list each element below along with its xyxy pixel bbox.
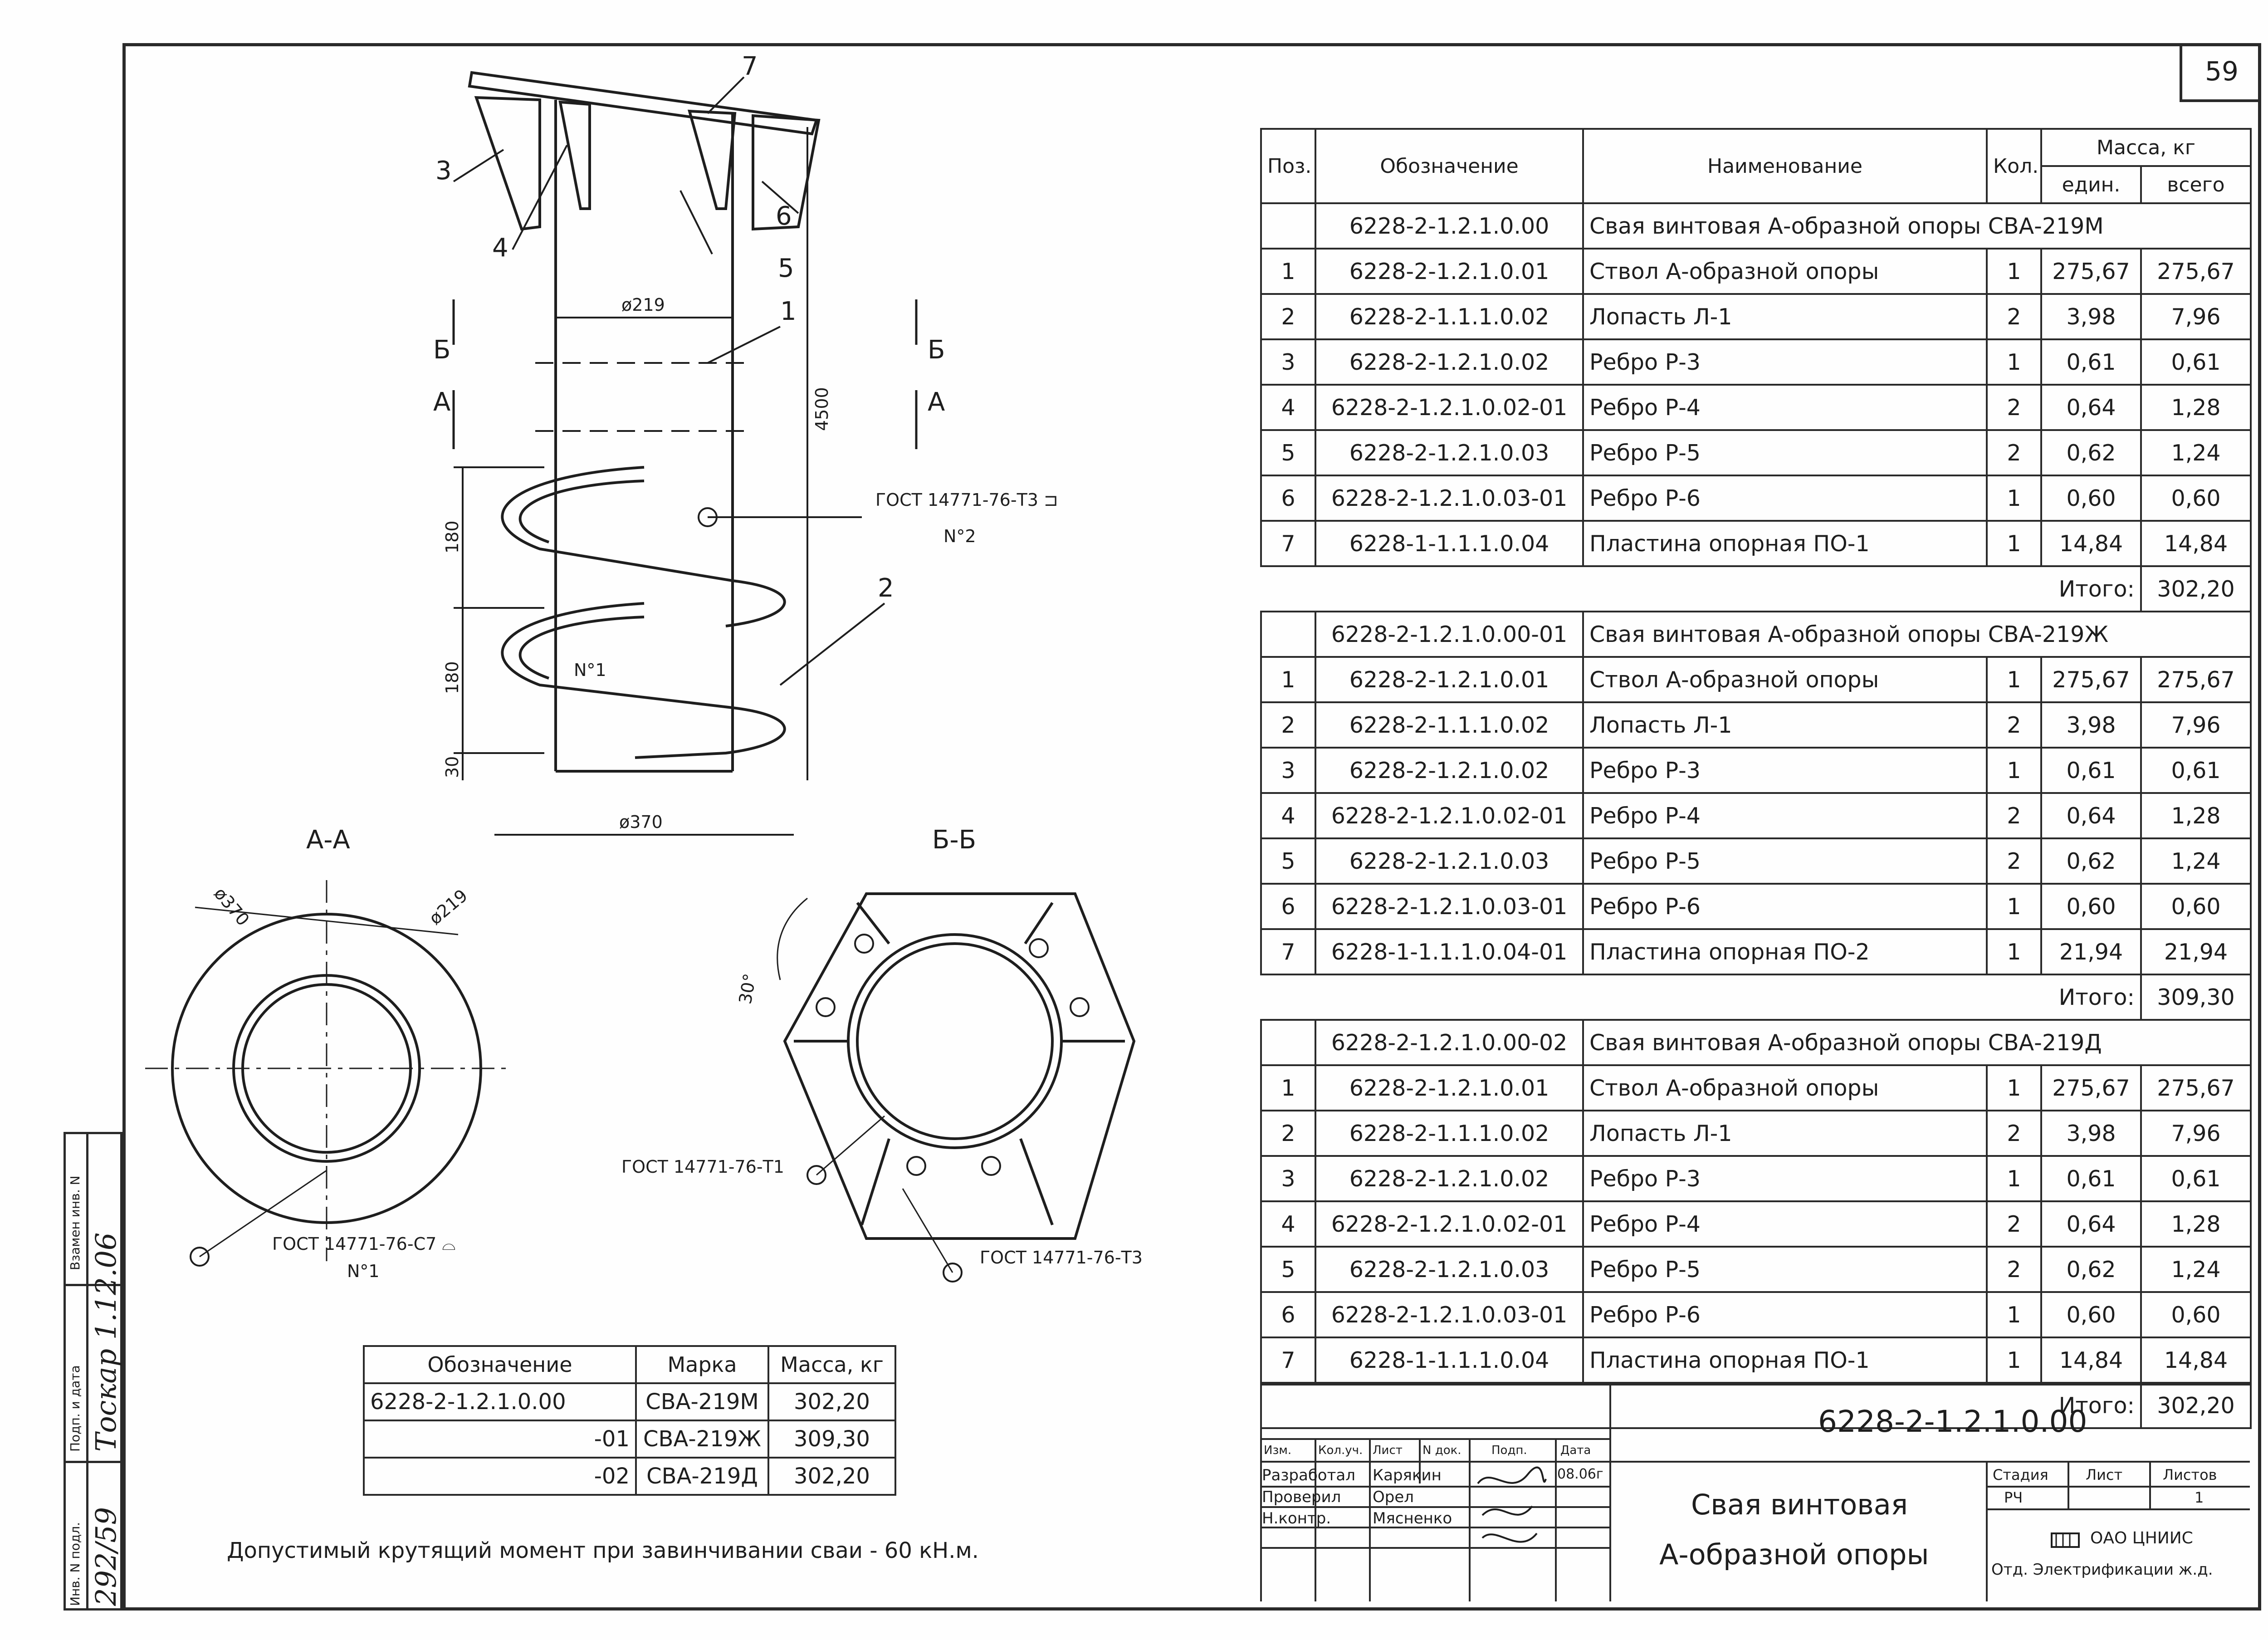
table-row	[1261, 521, 2251, 566]
spec-mass-unit: 0,60	[2041, 884, 2141, 929]
tb-line	[1260, 1384, 2250, 1385]
tb-line	[1986, 1508, 2250, 1510]
table-row	[1261, 838, 2251, 884]
spec-mass-unit: 21,94	[2041, 929, 2141, 974]
section-a-right: А	[928, 387, 945, 417]
table-row	[1261, 748, 2251, 793]
marks-col-mark: Марка	[636, 1346, 768, 1383]
table-row	[1261, 1337, 2251, 1383]
spec-pos: 1	[1261, 249, 1315, 294]
spec-mass-unit: 3,98	[2041, 702, 2141, 748]
gost-c7: ГОСТ 14771-76-С7 ⌓	[272, 1234, 456, 1254]
spec-designation: 6228-1-1.1.1.0.04	[1315, 521, 1583, 566]
table-row	[1261, 339, 2251, 385]
table-row	[1261, 1201, 2251, 1247]
spec-pos: 6	[1261, 475, 1315, 521]
spec-mass-total: 7,96	[2141, 1111, 2251, 1156]
spec-mass-unit: 0,60	[2041, 1292, 2141, 1337]
spec-designation: 6228-2-1.2.1.0.03	[1315, 838, 1583, 884]
callout-3: 3	[435, 156, 452, 186]
spec-designation: 6228-2-1.2.1.0.03	[1315, 1247, 1583, 1292]
spec-total-value: 302,20	[2141, 566, 2251, 612]
spec-name: Ребро Р-3	[1583, 339, 1987, 385]
tb-org-1: ОАО ЦНИИС	[2090, 1529, 2193, 1547]
spec-pos: 7	[1261, 521, 1315, 566]
marks-mark: СВА-219М	[636, 1383, 768, 1420]
spec-group-header	[1261, 612, 2251, 657]
tb-line	[1609, 1384, 1611, 1601]
side-label-signature: Подп. и дата	[68, 1365, 83, 1452]
side-label-inventory: Инв. N подл.	[68, 1522, 83, 1606]
bb-shaft-inner	[857, 944, 1052, 1139]
bb-hex-plate	[785, 894, 1134, 1239]
spec-qty: 2	[1987, 1247, 2041, 1292]
spec-qty: 1	[1987, 884, 2041, 929]
spec-qty: 2	[1987, 1111, 2041, 1156]
spec-pos: 4	[1261, 1201, 1315, 1247]
signature-developer	[1478, 1468, 1546, 1483]
tb-line	[1369, 1438, 1371, 1601]
tb-title-2: А-образной опоры	[1659, 1538, 1929, 1571]
side-label-replaced: Взамен инв. N	[68, 1175, 83, 1270]
bb-hole	[982, 1157, 1000, 1175]
bb-hole	[1070, 998, 1089, 1016]
spec-qty: 1	[1987, 339, 2041, 385]
spec-name: Ребро Р-5	[1583, 430, 1987, 475]
spec-designation: 6228-2-1.2.1.0.02	[1315, 748, 1583, 793]
aa-dia-inner: ø219	[425, 885, 472, 929]
tb-name-checker: Орел	[1373, 1488, 1414, 1506]
spec-qty: 2	[1987, 430, 2041, 475]
spec-mass-unit: 0,62	[2041, 1247, 2141, 1292]
table-row	[364, 1420, 895, 1458]
table-row	[1261, 430, 2251, 475]
table-row	[1261, 1065, 2251, 1111]
view-aa-label: А-А	[306, 825, 350, 855]
spec-pos: 3	[1261, 1156, 1315, 1201]
spec-designation: 6228-2-1.2.1.0.02	[1315, 339, 1583, 385]
spec-mass-unit: 3,98	[2041, 294, 2141, 339]
col-name: Наименование	[1583, 129, 1987, 203]
spec-designation: 6228-2-1.2.1.0.02-01	[1315, 385, 1583, 430]
spec-group-name: Свая винтовая А-образной опоры СВА-219Д	[1583, 1020, 2251, 1065]
bb-rib	[862, 1139, 889, 1225]
spec-designation: 6228-2-1.2.1.0.01	[1315, 657, 1583, 702]
marks-mass: 309,30	[768, 1420, 895, 1458]
spec-name: Лопасть Л-1	[1583, 1111, 1987, 1156]
spec-pos: 5	[1261, 430, 1315, 475]
tb-col-ndok: N док.	[1422, 1444, 1461, 1457]
spec-pos: 2	[1261, 702, 1315, 748]
spec-name: Ствол А-образной опоры	[1583, 1065, 1987, 1111]
spec-pos: 7	[1261, 929, 1315, 974]
callout-7: 7	[742, 52, 758, 81]
tb-col-list: Лист	[1373, 1444, 1403, 1457]
spec-group-designation: 6228-2-1.2.1.0.00-02	[1315, 1020, 1583, 1065]
tb-col-podp: Подп.	[1491, 1444, 1527, 1457]
spec-pos: 1	[1261, 657, 1315, 702]
tb-line	[1986, 1461, 1988, 1601]
bb-hole	[816, 998, 835, 1016]
spec-group-pos	[1261, 1020, 1315, 1065]
dim-pitch-2: 180	[442, 661, 462, 694]
spec-designation: 6228-1-1.1.1.0.04-01	[1315, 929, 1583, 974]
table-row	[1261, 884, 2251, 929]
spec-designation: 6228-2-1.2.1.0.02-01	[1315, 1201, 1583, 1247]
tb-line	[2149, 1461, 2151, 1508]
spec-qty: 1	[1987, 1337, 2041, 1383]
spec-group-header	[1261, 1020, 2251, 1065]
callout-4: 4	[492, 233, 508, 263]
spec-name: Ребро Р-3	[1583, 1156, 1987, 1201]
weld-no1: N°1	[574, 660, 606, 680]
side-inventory-value: 292/59	[89, 1507, 122, 1606]
table-row	[1261, 249, 2251, 294]
spec-mass-unit: 0,60	[2041, 475, 2141, 521]
tb-title-1: Свая винтовая	[1691, 1488, 1908, 1521]
spec-name: Ребро Р-6	[1583, 475, 1987, 521]
spec-mass-total: 1,28	[2141, 793, 2251, 838]
marks-mark: СВА-219Ж	[636, 1420, 768, 1458]
dim-height: 4500	[812, 387, 832, 431]
callout-5: 5	[778, 254, 794, 283]
spec-qty: 1	[1987, 475, 2041, 521]
spec-mass-unit: 275,67	[2041, 657, 2141, 702]
torque-note: Допустимый крутящий момент при завинчивании сваи - 60 кН.м.	[227, 1538, 979, 1563]
spec-mass-total: 14,84	[2141, 521, 2251, 566]
section-a-left: А	[433, 387, 451, 417]
spec-name: Ребро Р-6	[1583, 1292, 1987, 1337]
spec-qty: 1	[1987, 1065, 2041, 1111]
spec-designation: 6228-2-1.2.1.0.02	[1315, 1156, 1583, 1201]
spec-total-value: 302,20	[2141, 1383, 2251, 1428]
spec-total-value: 309,30	[2141, 974, 2251, 1020]
bb-hole	[855, 935, 873, 953]
tb-date-developer: 08.06г	[1557, 1466, 1603, 1482]
table-row	[1261, 385, 2251, 430]
spec-name: Ребро Р-4	[1583, 793, 1987, 838]
tb-sheet-label: Лист	[2086, 1466, 2123, 1483]
tb-line	[1555, 1438, 1557, 1601]
spec-mass-unit: 0,64	[2041, 385, 2141, 430]
spec-pos: 5	[1261, 1247, 1315, 1292]
spec-designation: 6228-2-1.2.1.0.01	[1315, 249, 1583, 294]
spec-group-pos	[1261, 612, 1315, 657]
marks-mark: СВА-219Д	[636, 1458, 768, 1495]
spec-mass-total: 7,96	[2141, 702, 2251, 748]
marks-table	[363, 1345, 896, 1496]
spec-designation: 6228-2-1.1.1.0.02	[1315, 294, 1583, 339]
tb-sheets-label: Листов	[2163, 1466, 2217, 1483]
rib-inner-left	[560, 102, 590, 209]
spec-name: Лопасть Л-1	[1583, 702, 1987, 748]
dim-blade-dia: ø370	[619, 812, 663, 832]
spec-pos: 4	[1261, 385, 1315, 430]
spec-mass-unit: 0,61	[2041, 339, 2141, 385]
leader-1	[708, 327, 780, 363]
tb-line	[1260, 1486, 1609, 1488]
view-bb-label: Б-Б	[932, 825, 977, 855]
spec-mass-unit: 0,61	[2041, 1156, 2141, 1201]
spec-designation: 6228-2-1.2.1.0.03-01	[1315, 884, 1583, 929]
dim-shaft-dia: ø219	[621, 295, 665, 315]
tb-col-izm: Изм.	[1264, 1444, 1292, 1457]
spec-mass-total: 0,61	[2141, 1156, 2251, 1201]
spec-total-row	[1261, 974, 2251, 1020]
marks-designation: -02	[364, 1458, 636, 1495]
side-signature-value: Тоскар 1.12.06	[89, 1232, 122, 1452]
spec-mass-total: 1,28	[2141, 1201, 2251, 1247]
table-row	[364, 1383, 895, 1420]
spec-designation: 6228-2-1.2.1.0.03-01	[1315, 475, 1583, 521]
bb-hole	[1030, 939, 1048, 957]
spec-mass-total: 275,67	[2141, 249, 2251, 294]
spec-mass-unit: 0,64	[2041, 793, 2141, 838]
bb-angle-30: 30°	[735, 972, 760, 1006]
spec-mass-unit: 275,67	[2041, 249, 2141, 294]
spec-mass-total: 275,67	[2141, 657, 2251, 702]
spec-pos: 6	[1261, 1292, 1315, 1337]
bb-angle-arc	[777, 898, 807, 980]
spec-qty: 1	[1987, 657, 2041, 702]
tb-line	[1260, 1461, 2250, 1463]
bb-hole	[907, 1157, 925, 1175]
helix-blade-2	[502, 603, 784, 758]
spec-mass-unit: 0,64	[2041, 1201, 2141, 1247]
table-row	[1261, 657, 2251, 702]
table-row	[1261, 702, 2251, 748]
spec-mass-total: 0,60	[2141, 475, 2251, 521]
org-logo	[2049, 1524, 2086, 1552]
spec-pos: 2	[1261, 294, 1315, 339]
spec-total-label: Итого:	[1261, 974, 2141, 1020]
marks-mass: 302,20	[768, 1383, 895, 1420]
tb-col-data: Дата	[1560, 1444, 1591, 1457]
spec-pos: 3	[1261, 748, 1315, 793]
spec-name: Ребро Р-6	[1583, 884, 1987, 929]
callout-2: 2	[878, 573, 894, 603]
spec-group-name: Свая винтовая А-образной опоры СВА-219Ж	[1583, 612, 2251, 657]
spec-name: Пластина опорная ПО-1	[1583, 521, 1987, 566]
spec-name: Пластина опорная ПО-2	[1583, 929, 1987, 974]
rib-inner-right	[689, 111, 735, 209]
spec-pos: 1	[1261, 1065, 1315, 1111]
spec-total-label: Итого:	[1261, 1383, 2141, 1428]
callout-6: 6	[776, 201, 792, 231]
tb-line	[1986, 1486, 2250, 1488]
table-row	[1261, 294, 2251, 339]
spec-qty: 2	[1987, 838, 2041, 884]
spec-mass-total: 1,24	[2141, 430, 2251, 475]
dim-pitch-1: 180	[442, 520, 462, 553]
tb-org-2: Отд. Электрификации ж.д.	[1991, 1561, 2213, 1579]
spec-qty: 2	[1987, 294, 2041, 339]
leader-2	[780, 603, 885, 685]
spec-group-name: Свая винтовая А-образной опоры СВА-219М	[1583, 203, 2251, 249]
bb-rib	[1025, 903, 1052, 944]
spec-pos: 5	[1261, 838, 1315, 884]
spec-mass-total: 275,67	[2141, 1065, 2251, 1111]
spec-mass-unit: 3,98	[2041, 1111, 2141, 1156]
spec-name: Ребро Р-5	[1583, 1247, 1987, 1292]
tb-code: 6228-2-1.2.1.0.00	[1818, 1404, 2087, 1439]
marks-col-designation: Обозначение	[364, 1346, 636, 1383]
gost-t1: ГОСТ 14771-76-Т1	[621, 1157, 784, 1177]
sheet-number: 59	[2180, 43, 2261, 102]
table-row	[364, 1458, 895, 1495]
spec-group-designation: 6228-2-1.2.1.0.00	[1315, 203, 1583, 249]
tb-role-normcontrol: Н.контр.	[1262, 1509, 1331, 1527]
spec-mass-total: 0,61	[2141, 339, 2251, 385]
spec-designation: 6228-2-1.2.1.0.03-01	[1315, 1292, 1583, 1337]
helix-blade-1-inner	[520, 481, 644, 542]
spec-pos: 4	[1261, 793, 1315, 838]
spec-name: Ствол А-образной опоры	[1583, 657, 1987, 702]
section-b-right: Б	[928, 335, 945, 365]
spec-qty: 1	[1987, 249, 2041, 294]
bb-rib	[857, 903, 889, 944]
leader-3	[454, 150, 503, 181]
tb-sheets-value: 1	[2195, 1489, 2204, 1506]
spec-total-label: Итого:	[1261, 566, 2141, 612]
col-qty: Кол.	[1987, 129, 2041, 203]
marks-mass: 302,20	[768, 1458, 895, 1495]
spec-designation: 6228-2-1.2.1.0.02-01	[1315, 793, 1583, 838]
bb-rib	[1021, 1139, 1052, 1225]
spec-mass-unit: 14,84	[2041, 1337, 2141, 1383]
spec-name: Ребро Р-4	[1583, 385, 1987, 430]
spec-qty: 1	[1987, 929, 2041, 974]
spec-mass-total: 0,60	[2141, 884, 2251, 929]
spec-group-designation: 6228-2-1.2.1.0.00-01	[1315, 612, 1583, 657]
weld-no2: N°2	[943, 526, 976, 546]
tb-line	[1469, 1438, 1471, 1601]
bb-shaft-outer	[848, 935, 1061, 1148]
spec-designation: 6228-2-1.1.1.0.02	[1315, 702, 1583, 748]
table-row	[1261, 929, 2251, 974]
spec-mass-unit: 0,61	[2041, 748, 2141, 793]
spec-name: Ребро Р-5	[1583, 838, 1987, 884]
col-mass-total: всего	[2141, 166, 2251, 203]
table-row	[1261, 1156, 2251, 1201]
spec-mass-total: 0,61	[2141, 748, 2251, 793]
rib-left	[476, 98, 540, 229]
marks-designation: -01	[364, 1420, 636, 1458]
spec-mass-total: 0,60	[2141, 1292, 2251, 1337]
spec-qty: 2	[1987, 385, 2041, 430]
tb-name-normcontrol: Мясненко	[1373, 1509, 1452, 1527]
spec-qty: 2	[1987, 1201, 2041, 1247]
spec-designation: 6228-2-1.2.1.0.03	[1315, 430, 1583, 475]
spec-name: Ствол А-образной опоры	[1583, 249, 1987, 294]
spec-qty: 1	[1987, 1292, 2041, 1337]
signatures	[1473, 1465, 1550, 1592]
specification-table	[1260, 128, 2252, 1429]
spec-qty: 2	[1987, 793, 2041, 838]
spec-name: Пластина опорная ПО-1	[1583, 1337, 1987, 1383]
gost-t3-angle: ГОСТ 14771-76-Т3 ⊐	[875, 490, 1058, 510]
title-block	[1260, 1384, 2250, 1601]
spec-mass-unit: 0,62	[2041, 838, 2141, 884]
spec-name: Ребро Р-4	[1583, 1201, 1987, 1247]
spec-mass-unit: 0,62	[2041, 430, 2141, 475]
spec-mass-unit: 275,67	[2041, 1065, 2141, 1111]
dim-bottom: 30	[442, 756, 462, 778]
tb-line	[1260, 1506, 1609, 1508]
aa-dia-outer: ø370	[210, 883, 254, 930]
spec-qty: 1	[1987, 748, 2041, 793]
spec-mass-total: 1,24	[2141, 1247, 2251, 1292]
spec-name: Лопасть Л-1	[1583, 294, 1987, 339]
spec-mass-total: 1,28	[2141, 385, 2251, 430]
table-row	[1261, 1111, 2251, 1156]
spec-qty: 1	[1987, 521, 2041, 566]
tb-line	[1260, 1547, 1609, 1549]
spec-mass-total: 21,94	[2141, 929, 2251, 974]
col-designation: Обозначение	[1315, 129, 1583, 203]
col-mass: Масса, кг	[2041, 129, 2251, 166]
tb-stage-value: РЧ	[2004, 1489, 2023, 1506]
gost-t3: ГОСТ 14771-76-Т3	[980, 1248, 1143, 1268]
spec-qty: 2	[1987, 702, 2041, 748]
table-row	[1261, 793, 2251, 838]
table-row	[1261, 1247, 2251, 1292]
tb-col-koluch: Кол.уч.	[1318, 1444, 1363, 1457]
spec-mass-total: 7,96	[2141, 294, 2251, 339]
leader-5	[680, 191, 712, 254]
col-mass-unit: един.	[2041, 166, 2141, 203]
spec-pos: 6	[1261, 884, 1315, 929]
tb-line	[1260, 1438, 1609, 1440]
spec-designation: 6228-2-1.2.1.0.01	[1315, 1065, 1583, 1111]
spec-pos: 7	[1261, 1337, 1315, 1383]
specification-body	[1261, 203, 2251, 1428]
spec-pos: 3	[1261, 339, 1315, 385]
table-row	[1261, 1292, 2251, 1337]
tb-name-developer: Карякин	[1373, 1466, 1442, 1484]
weld-no1-aa: N°1	[347, 1261, 380, 1281]
spec-group-pos	[1261, 203, 1315, 249]
spec-designation: 6228-1-1.1.1.0.04	[1315, 1337, 1583, 1383]
section-b-left: Б	[433, 335, 451, 365]
spec-mass-total: 14,84	[2141, 1337, 2251, 1383]
col-pos: Поз.	[1261, 129, 1315, 203]
tb-role-developer: Разработал	[1262, 1466, 1355, 1484]
spec-mass-unit: 14,84	[2041, 521, 2141, 566]
callout-1: 1	[780, 297, 797, 326]
spec-qty: 1	[1987, 1156, 2041, 1201]
signature-checker	[1482, 1506, 1532, 1515]
table-row	[1261, 475, 2251, 521]
tb-stage-label: Стадия	[1993, 1466, 2048, 1483]
bb-weld-leader-t3	[903, 1189, 953, 1273]
signature-normcontrol	[1482, 1533, 1537, 1542]
spec-total-row	[1261, 566, 2251, 612]
spec-pos: 2	[1261, 1111, 1315, 1156]
tb-role-checker: Проверил	[1262, 1488, 1341, 1506]
spec-designation: 6228-2-1.1.1.0.02	[1315, 1111, 1583, 1156]
spec-mass-total: 1,24	[2141, 838, 2251, 884]
spec-name: Ребро Р-3	[1583, 748, 1987, 793]
spec-group-header	[1261, 203, 2251, 249]
tb-line	[2068, 1461, 2069, 1508]
top-plate	[469, 73, 816, 134]
marks-col-mass: Масса, кг	[768, 1346, 895, 1383]
marks-designation: 6228-2-1.2.1.0.00	[364, 1383, 636, 1420]
